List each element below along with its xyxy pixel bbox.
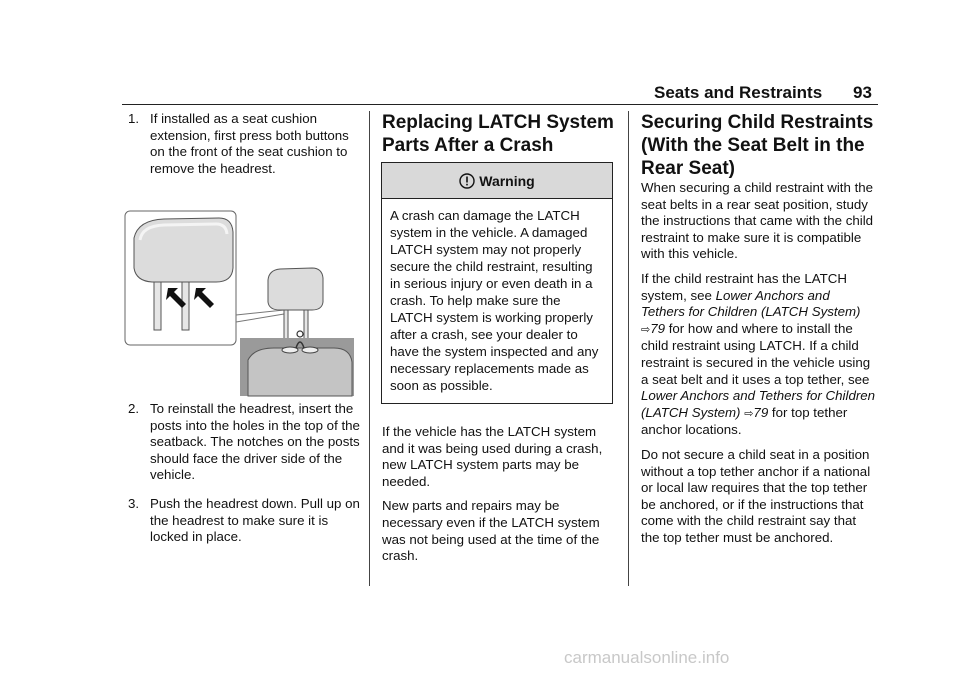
column-divider-2 [628,111,629,586]
column-1 [128,111,360,189]
step-3 [128,496,360,546]
column-2-heading [382,111,614,157]
running-header-section: Seats and Restraints [654,83,823,102]
step-2 [128,401,360,484]
warning-text: A crash can damage the LATCH system in the vehicle. A damaged LATCH system may not properly secure the child restraint, resulting in serious injury or even death in a crash. To help make sure the LATCH system is working properly after a crash, see your dealer to have the system inspected and any necessary replacements made as soon as possible. [390,208,599,393]
paragraph [641,271,877,439]
paragraph: Do not secure a child seat in a position without a top tether anchor if a national or local law requires that the top tether be anchored, or if the instructions that come with the child restraint say that the top tether must be anchored. [641,446,871,545]
column-3-heading [641,111,877,180]
page-number: 93 [853,83,872,102]
page-ref-arrow-icon: ⇨ [641,323,651,336]
watermark: carmanualsonline.info [564,648,730,667]
column-2-body [382,424,614,573]
step-text: If installed as a seat cushion extension, first press both buttons on the front of the seat cushion to remove the headrest. [150,111,349,176]
section-title-line: Replacing LATCH System [382,112,614,133]
section-title-line: Parts After a Crash [382,135,554,156]
text-run: If the child restraint has the LATCH system, see [641,270,847,303]
column-3-body [641,180,877,554]
paragraph: If the vehicle has the LATCH system and it was being used during a crash, new LATCH system parts may be needed. [382,424,603,489]
headrest-post-left [154,282,161,330]
warning-header [382,163,612,199]
cross-reference-link[interactable]: Lower Anchors and Tethers for Children (LATCH System) [641,388,876,420]
section-title-line: Rear Seat) [641,158,735,179]
warning-box [381,162,613,404]
column-divider-1 [369,111,370,586]
page-reference[interactable]: 79 [753,404,769,420]
step-text: To reinstall the headrest, insert the posts into the holes in the top of the seatback. The notches on the posts should face the driver side of the vehicle. [150,401,360,483]
column-1-steps-lower [128,401,360,558]
text-run: for top tether anchor locations. [641,404,848,438]
step-number: 3. [128,495,140,511]
header-rule [122,104,878,105]
step-text: Push the headrest down. Pull up on the headrest to make sure it is locked in place. [150,495,360,545]
section-title-line: Securing Child Restraints [641,112,874,133]
page-ref-arrow-icon: ⇨ [744,407,754,420]
headrest-small [268,268,323,310]
text-run: for how and where to install the child restraint using LATCH. If a child restraint is secured in the vehicle using a seat belt and it uses a top tether, see [641,320,871,387]
warning-icon [459,173,475,189]
step-number: 2. [128,401,140,416]
paragraph: New parts and repairs may be necessary even if the LATCH system was not being used at the time of the crash. [382,498,600,564]
headrest-removal-illustration [124,210,356,398]
section-title-line: (With the Seat Belt in the [641,135,865,156]
warning-label: Warning [479,172,535,189]
step-number: 1. [128,111,140,126]
step-1 [128,111,360,177]
paragraph: When securing a child restraint with the seat belts in a rear seat position, study the instructions that came with the child restraint to make sure it is compatible with this vehicle. [641,180,874,262]
page-reference[interactable]: 79 [650,320,666,336]
cross-reference-link[interactable]: Lower Anchors and Tethers for Children (LATCH System) [641,287,861,320]
